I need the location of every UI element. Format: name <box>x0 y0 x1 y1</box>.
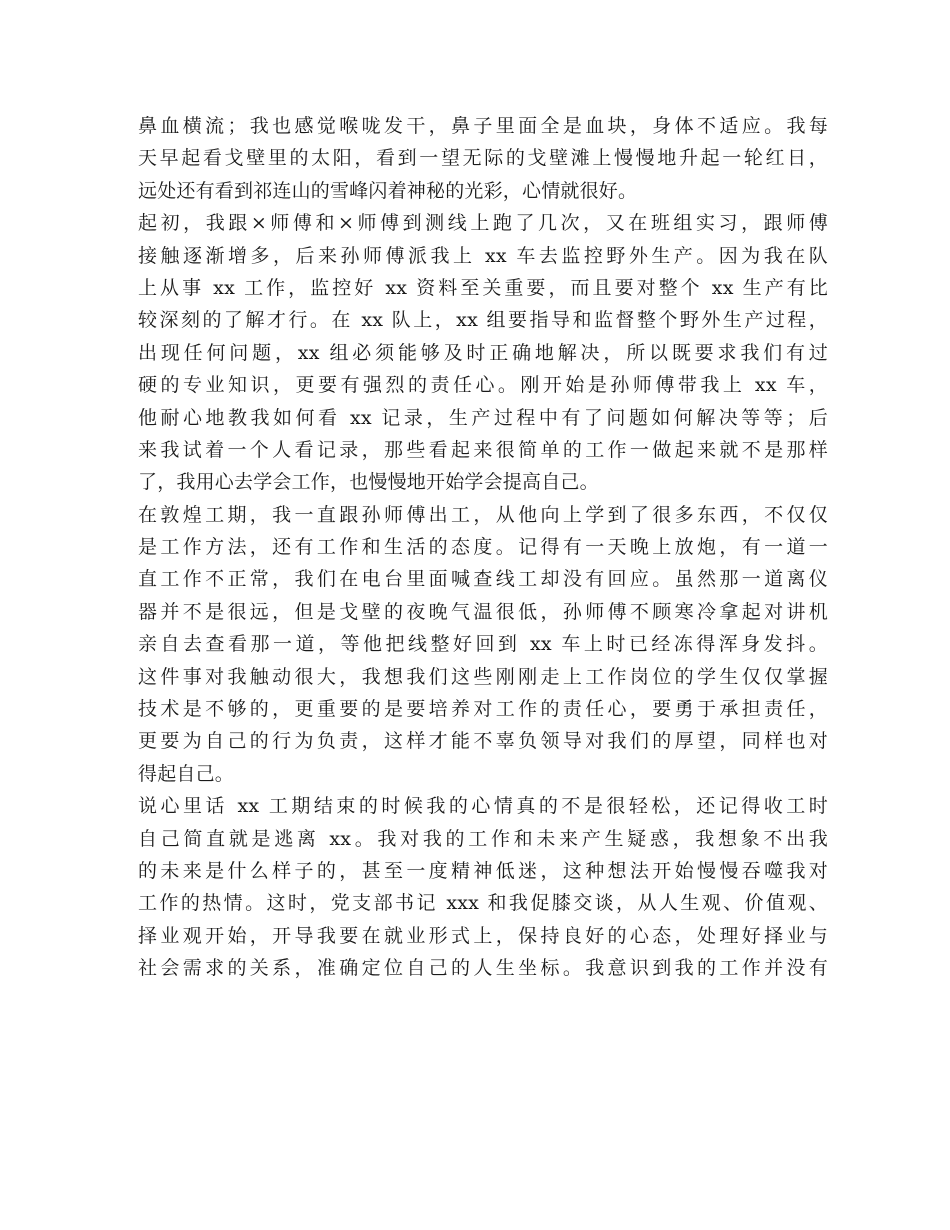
text-line: 的未来是什么样子的，甚至一度精神低迷，这种想法开始慢慢吞噬我对 <box>138 859 828 882</box>
text-line: 出现任何问题，xx 组必须能够及时正确地解决，所以既要求我们有过 <box>138 341 828 364</box>
text-line: 说心里话 xx 工期结束的时候我的心情真的不是很轻松，还记得收工时 <box>138 795 828 818</box>
text-line: 器并不是很远，但是戈壁的夜晚气温很低，孙师傅不顾寒冷拿起对讲机 <box>138 600 828 623</box>
text-line: 这件事对我触动很大，我想我们这些刚刚走上工作岗位的学生仅仅掌握 <box>138 665 828 688</box>
text-line: 是工作方法，还有工作和生活的态度。记得有一天晚上放炮，有一道一 <box>138 536 828 559</box>
text-line: 择业观开始，开导我要在就业形式上，保持良好的心态，处理好择业与 <box>138 924 828 947</box>
text-line: 接触逐渐增多，后来孙师傅派我上 xx 车去监控野外生产。因为我在队 <box>138 244 828 267</box>
text-line: 亲自去查看那一道，等他把线整好回到 xx 车上时已经冻得浑身发抖。 <box>138 633 828 656</box>
text-line: 社会需求的关系，准确定位自己的人生坐标。我意识到我的工作并没有 <box>138 957 828 980</box>
text-line: 工作的热情。这时，党支部书记 xxx 和我促膝交谈，从人生观、价值观、 <box>138 892 828 915</box>
text-line: 更要为自己的行为负责，这样才能不辜负领导对我们的厚望，同样也对 <box>138 730 828 753</box>
text-line: 自己简直就是逃离 xx。我对我的工作和未来产生疑惑，我想象不出我 <box>138 827 828 850</box>
text-line: 得起自己。 <box>138 762 235 785</box>
text-line: 远处还有看到祁连山的雪峰闪着神秘的光彩，心情就很好。 <box>138 179 638 202</box>
text-line: 鼻血横流；我也感觉喉咙发干，鼻子里面全是血块，身体不适应。我每 <box>138 115 828 137</box>
text-line: 在敦煌工期，我一直跟孙师傅出工，从他向上学到了很多东西，不仅仅 <box>138 503 828 526</box>
text-line: 技术是不够的，更重要的是要培养对工作的责任心，要勇于承担责任， <box>138 698 828 721</box>
text-line: 来我试着一个人看记录，那些看起来很简单的工作一做起来就不是那样 <box>138 438 828 461</box>
text-line: 他耐心地教我如何看 xx 记录，生产过程中有了问题如何解决等等；后 <box>138 406 828 429</box>
document-body <box>138 110 828 985</box>
text-line: 天早起看戈壁里的太阳，看到一望无际的戈壁滩上慢慢地升起一轮红日， <box>138 147 828 170</box>
text-line: 较深刻的了解才行。在 xx 队上，xx 组要指导和监督整个野外生产过程， <box>138 309 828 332</box>
text-line: 了，我用心去学会工作，也慢慢地开始学会提高自己。 <box>138 471 599 494</box>
text-line: 直工作不正常，我们在电台里面喊查线工却没有回应。虽然那一道离仪 <box>138 568 828 591</box>
text-line: 上从事 xx 工作，监控好 xx 资料至关重要，而且要对整个 xx 生产有比 <box>138 276 828 299</box>
text-line: 起初，我跟×师傅和×师傅到测线上跑了几次，又在班组实习，跟师傅 <box>138 212 828 235</box>
text-line: 硬的专业知识，更要有强烈的责任心。刚开始是孙师傅带我上 xx 车， <box>138 374 828 397</box>
